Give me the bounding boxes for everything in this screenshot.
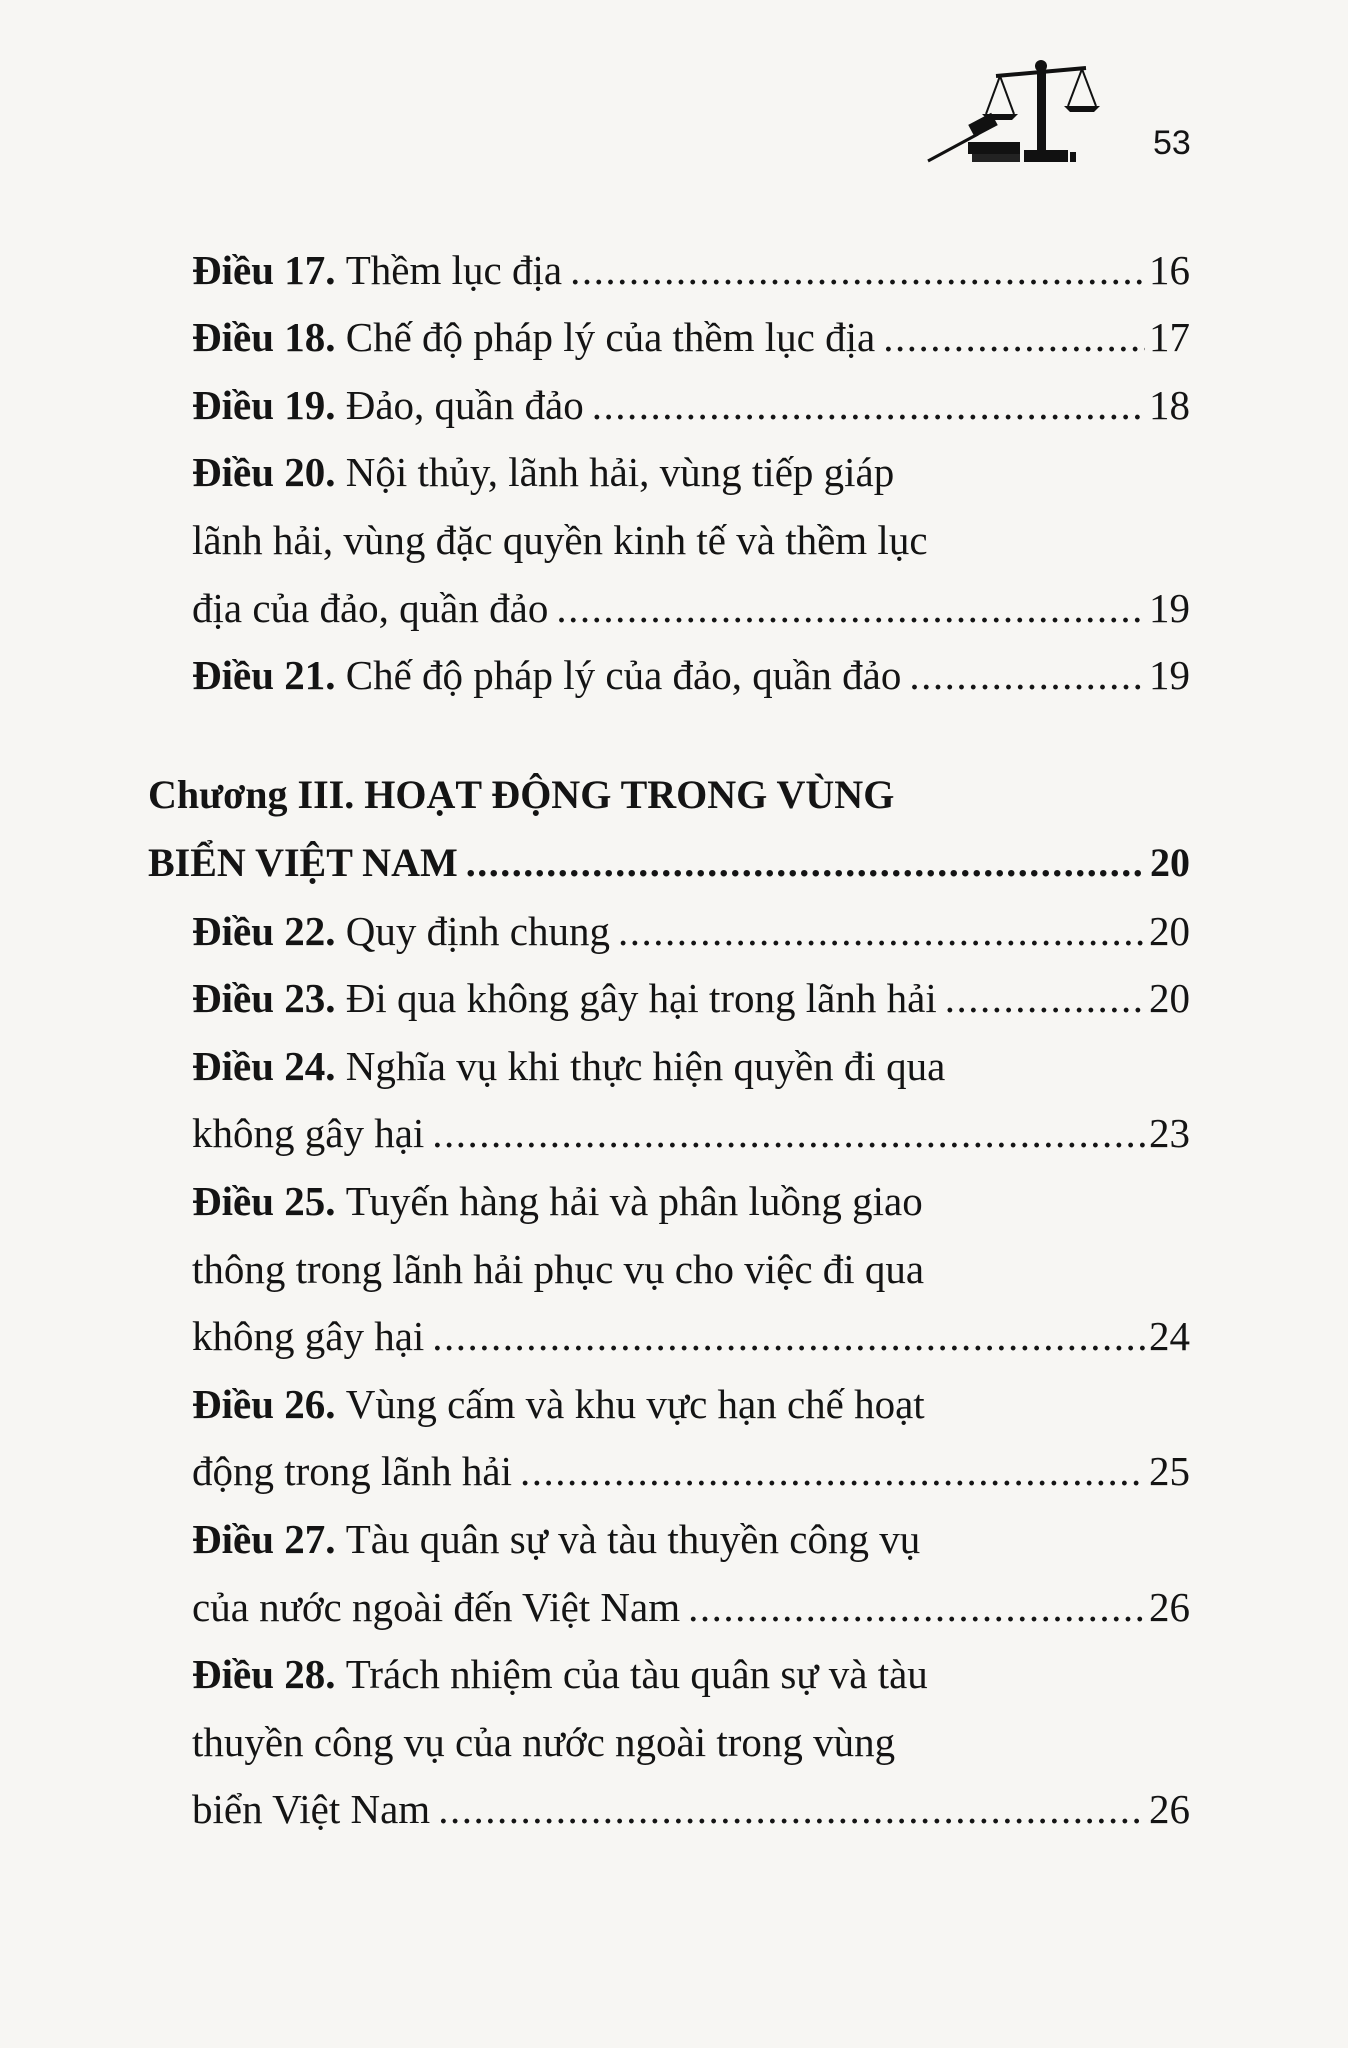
article-label: Điều 18.	[192, 314, 336, 360]
article-title-continued: biển Việt Nam	[192, 1786, 431, 1832]
article-title: Thềm lục địa	[345, 247, 563, 293]
article-label: Điều 25.	[192, 1178, 336, 1224]
page-ref: 26	[1149, 1786, 1190, 1832]
toc-entry-dieu-20-line-3	[192, 583, 1190, 633]
page-ref: 20	[1149, 908, 1190, 954]
dot-leader	[520, 1446, 1145, 1496]
article-label: Điều 24.	[192, 1043, 336, 1089]
toc-entry-dieu-24-line-2	[192, 1108, 1190, 1158]
dot-leader	[909, 650, 1145, 700]
toc-entry-dieu-18[interactable]	[192, 312, 1190, 362]
toc-entry-dieu-25-line-3	[192, 1311, 1190, 1361]
toc-entry-dieu-26[interactable]	[192, 1379, 1190, 1429]
chapter-title: Chương III. HOẠT ĐỘNG TRONG VÙNG	[148, 772, 895, 817]
dot-leader	[883, 312, 1145, 362]
dot-leader	[556, 583, 1145, 633]
article-label: Điều 23.	[192, 975, 336, 1021]
toc-entry-dieu-19[interactable]	[192, 380, 1190, 430]
toc-entry-dieu-28-line-2	[192, 1717, 1190, 1767]
article-title-continued: động trong lãnh hải	[192, 1448, 512, 1494]
article-label: Điều 21.	[192, 652, 336, 698]
dot-leader	[570, 245, 1145, 295]
article-label: Điều 17.	[192, 247, 336, 293]
toc-entry-dieu-27-line-2	[192, 1582, 1190, 1632]
article-title-continued: thông trong lãnh hải phục vụ cho việc đi qua	[192, 1246, 925, 1292]
article-label: Điều 28.	[192, 1651, 336, 1697]
page-ref: 17	[1149, 314, 1190, 360]
dot-leader	[618, 906, 1145, 956]
toc-entry-dieu-25-line-2	[192, 1244, 1190, 1294]
dot-leader	[688, 1582, 1145, 1632]
article-label: Điều 22.	[192, 908, 336, 954]
article-title-continued: địa của đảo, quần đảo	[192, 585, 549, 631]
dot-leader	[432, 1108, 1145, 1158]
article-title: Đảo, quần đảo	[345, 382, 584, 428]
toc-entry-dieu-26-line-2	[192, 1446, 1190, 1496]
page-ref: 20	[1149, 975, 1190, 1021]
article-label: Điều 19.	[192, 382, 336, 428]
page-ref: 23	[1149, 1110, 1190, 1156]
dot-leader	[432, 1311, 1145, 1361]
toc-entry-dieu-22[interactable]	[192, 906, 1190, 956]
page-ref: 20	[1150, 840, 1190, 885]
toc-entry-dieu-17[interactable]	[192, 245, 1190, 295]
article-title-continued: không gây hại	[192, 1313, 425, 1359]
page-number: 53	[1153, 124, 1191, 162]
article-title: Đi qua không gây hại trong lãnh hải	[345, 975, 937, 1021]
toc-entry-dieu-20[interactable]	[192, 447, 1190, 497]
page-ref: 18	[1149, 382, 1190, 428]
toc-entry-dieu-28-line-3	[192, 1784, 1190, 1834]
article-title: Chế độ pháp lý của đảo, quần đảo	[345, 652, 902, 698]
page-ref: 25	[1149, 1448, 1190, 1494]
article-title-continued: của nước ngoài đến Việt Nam	[192, 1584, 681, 1630]
page-ref: 19	[1149, 585, 1190, 631]
chapter-title-continued: BIỂN VIỆT NAM	[148, 840, 458, 885]
article-title: Chế độ pháp lý của thềm lục địa	[345, 314, 876, 360]
page-ref: 16	[1149, 247, 1190, 293]
chapter-heading-line-2	[148, 838, 1190, 888]
article-label: Điều 27.	[192, 1516, 336, 1562]
article-title: Tàu quân sự và tàu thuyền công vụ	[345, 1516, 921, 1562]
article-title: Vùng cấm và khu vực hạn chế hoạt	[345, 1381, 925, 1427]
toc-entry-dieu-28[interactable]	[192, 1649, 1190, 1699]
article-title: Tuyến hàng hải và phân luồng giao	[345, 1178, 923, 1224]
article-title-continued: không gây hại	[192, 1110, 425, 1156]
article-title-continued: thuyền công vụ của nước ngoài trong vùng	[192, 1719, 896, 1765]
dot-leader	[945, 973, 1145, 1023]
page-ref: 19	[1149, 652, 1190, 698]
toc-entry-dieu-24[interactable]	[192, 1041, 1190, 1091]
article-title: Trách nhiệm của tàu quân sự và tàu	[345, 1651, 928, 1697]
toc-entry-dieu-21[interactable]	[192, 650, 1190, 700]
dot-leader	[592, 380, 1145, 430]
article-title: Nghĩa vụ khi thực hiện quyền đi qua	[345, 1043, 946, 1089]
toc-entry-dieu-27[interactable]	[192, 1514, 1190, 1564]
page-ref: 24	[1149, 1313, 1190, 1359]
article-title: Quy định chung	[345, 908, 610, 954]
toc-entry-dieu-20-line-2	[192, 515, 1190, 565]
toc-entry-dieu-23[interactable]	[192, 973, 1190, 1023]
page-ref: 26	[1149, 1584, 1190, 1630]
chapter-heading[interactable]	[148, 770, 1190, 820]
dot-leader	[438, 1784, 1145, 1834]
article-label: Điều 26.	[192, 1381, 336, 1427]
article-title-continued: lãnh hải, vùng đặc quyền kinh tế và thềm lục	[192, 517, 928, 563]
toc-entry-dieu-25[interactable]	[192, 1176, 1190, 1226]
article-title: Nội thủy, lãnh hải, vùng tiếp giáp	[345, 449, 895, 495]
article-label: Điều 20.	[192, 449, 336, 495]
dot-leader	[466, 838, 1146, 888]
